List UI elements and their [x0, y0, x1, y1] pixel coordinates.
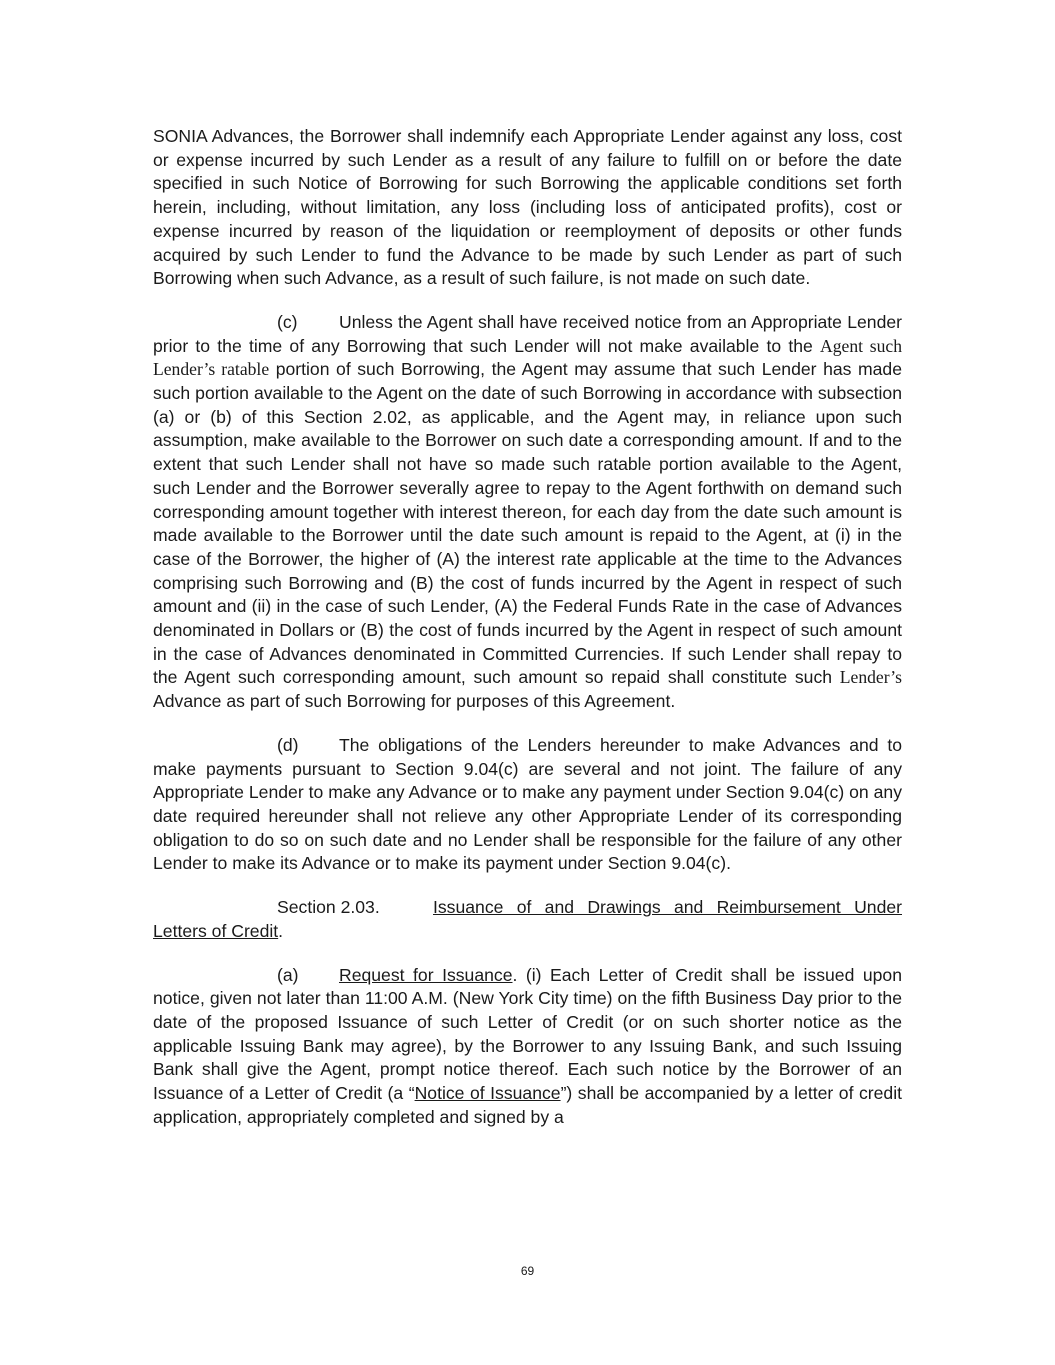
clause-marker-a: (a) [277, 964, 299, 985]
section-title: Issuance of and Drawings and Reimbursement Under Letters of Credit [153, 897, 902, 941]
clause-heading-request-for-issuance: Request for Issuance [339, 964, 513, 985]
paragraph-text-serif-1: Agent such Lender’s ratable [153, 335, 902, 380]
page-number: 69 [520, 1264, 535, 1278]
paragraph-text: SONIA Advances, the Borrower shall indemnify each Appropriate Lender against any loss, cost or expense incurred by such Lender as a result of any failure to fulfill on or before the date specified in such Notice of Borrowing for such Borrowing the applicable conditions set forth herein, including, without limitation, any loss (including loss of anticipated profits), cost or expense incurred by reason of the liquidation or reemployment of deposits or other funds acquired by such Lender to fund the Advance to be made by such Lender as part of such Borrowing when such Advance, as a result of such failure, is not made on such date. [153, 126, 902, 289]
paragraph-a [153, 964, 902, 1130]
paragraph-text-part-2: portion of such Borrowing, the Agent may assume that such Lender has made such portion available to the Agent on the date of such Borrowing in accordance with subsection (a) or (b) of this Section 2.02, as applicable, and the Agent may, in reliance upon such assumption, make available to the Borrower on such date a corresponding amount. If and to the extent that such Lender shall not have so made such ratable portion available to the Agent, such Lender and the Borrower severally agree to repay to the Agent forthwith on demand such corresponding amount together with interest thereon, for each day from the date such amount is made available to the Borrower until the date such amount is repaid to the Agent, at (i) in the case of the Borrower, the higher of (A) the interest rate applicable at the time to the Advances comprising such Borrowing and (B) the cost of funds incurred by the Agent in respect of such amount and (ii) in the case of such Lender, (A) the Federal Funds Rate in the case of Advances denominated in Dollars or (B) the cost of funds incurred by the Agent in respect of such amount in the case of Advances denominated in Committed Currencies. If such Lender shall repay to the Agent such corresponding amount, such amount so repaid shall constitute such [153, 359, 903, 688]
paragraph-text-part-2: ”) shall be accompanied by a letter of credit application, appropriately completed and signed by a [153, 1083, 902, 1127]
paragraph-text-part-3: Advance as part of such Borrowing for purposes of this Agreement. [153, 691, 676, 712]
section-number: Section 2.03. [277, 897, 380, 918]
paragraph-text-part-1: . (i) Each Letter of Credit shall be issued upon notice, given not later than 11:00 A.M. (New York City time) on the fifth Business Day prior to the date of the proposed Issuance of such Letter of Credit (or on such shorter notice as the applicable Issuing Bank may agree), by the Borrower to any Issuing Bank, and such Issuing Bank shall give the Agent, prompt notice thereof. Each such notice by the Borrower of an Issuance of a Letter of Credit (a “ [153, 964, 903, 1104]
section-title-period: . [278, 920, 284, 941]
paragraph-text-part-1: Unless the Agent shall have received notice from an Appropriate Lender prior to the time of any Borrowing that such Lender will not make available to the [153, 311, 902, 356]
paragraph-d [153, 734, 902, 876]
paragraph-text: The obligations of the Lenders hereunder to make Advances and to make payments pursuant to Section 9.04(c) are several and not joint. The failure of any Appropriate Lender to make any Advance or to make any payment under Section 9.04(c) on any date required hereunder shall not relieve any other Appropriate Lender of its corresponding obligation to do so on such date and no Lender shall be responsible for the failure of any other Lender to make its Advance or to make its payment under Section 9.04(c). [153, 734, 902, 874]
paragraph-text-serif-2: Lender’s [839, 667, 902, 688]
clause-marker-c: (c) [277, 311, 298, 332]
paragraph-sonia-indemnity [153, 125, 902, 291]
document-page [153, 125, 902, 1149]
paragraph-c [153, 311, 902, 714]
clause-marker-d: (d) [277, 734, 299, 755]
section-heading-2-03 [153, 896, 902, 943]
defined-term-notice-of-issuance: Notice of Issuance [414, 1083, 561, 1104]
